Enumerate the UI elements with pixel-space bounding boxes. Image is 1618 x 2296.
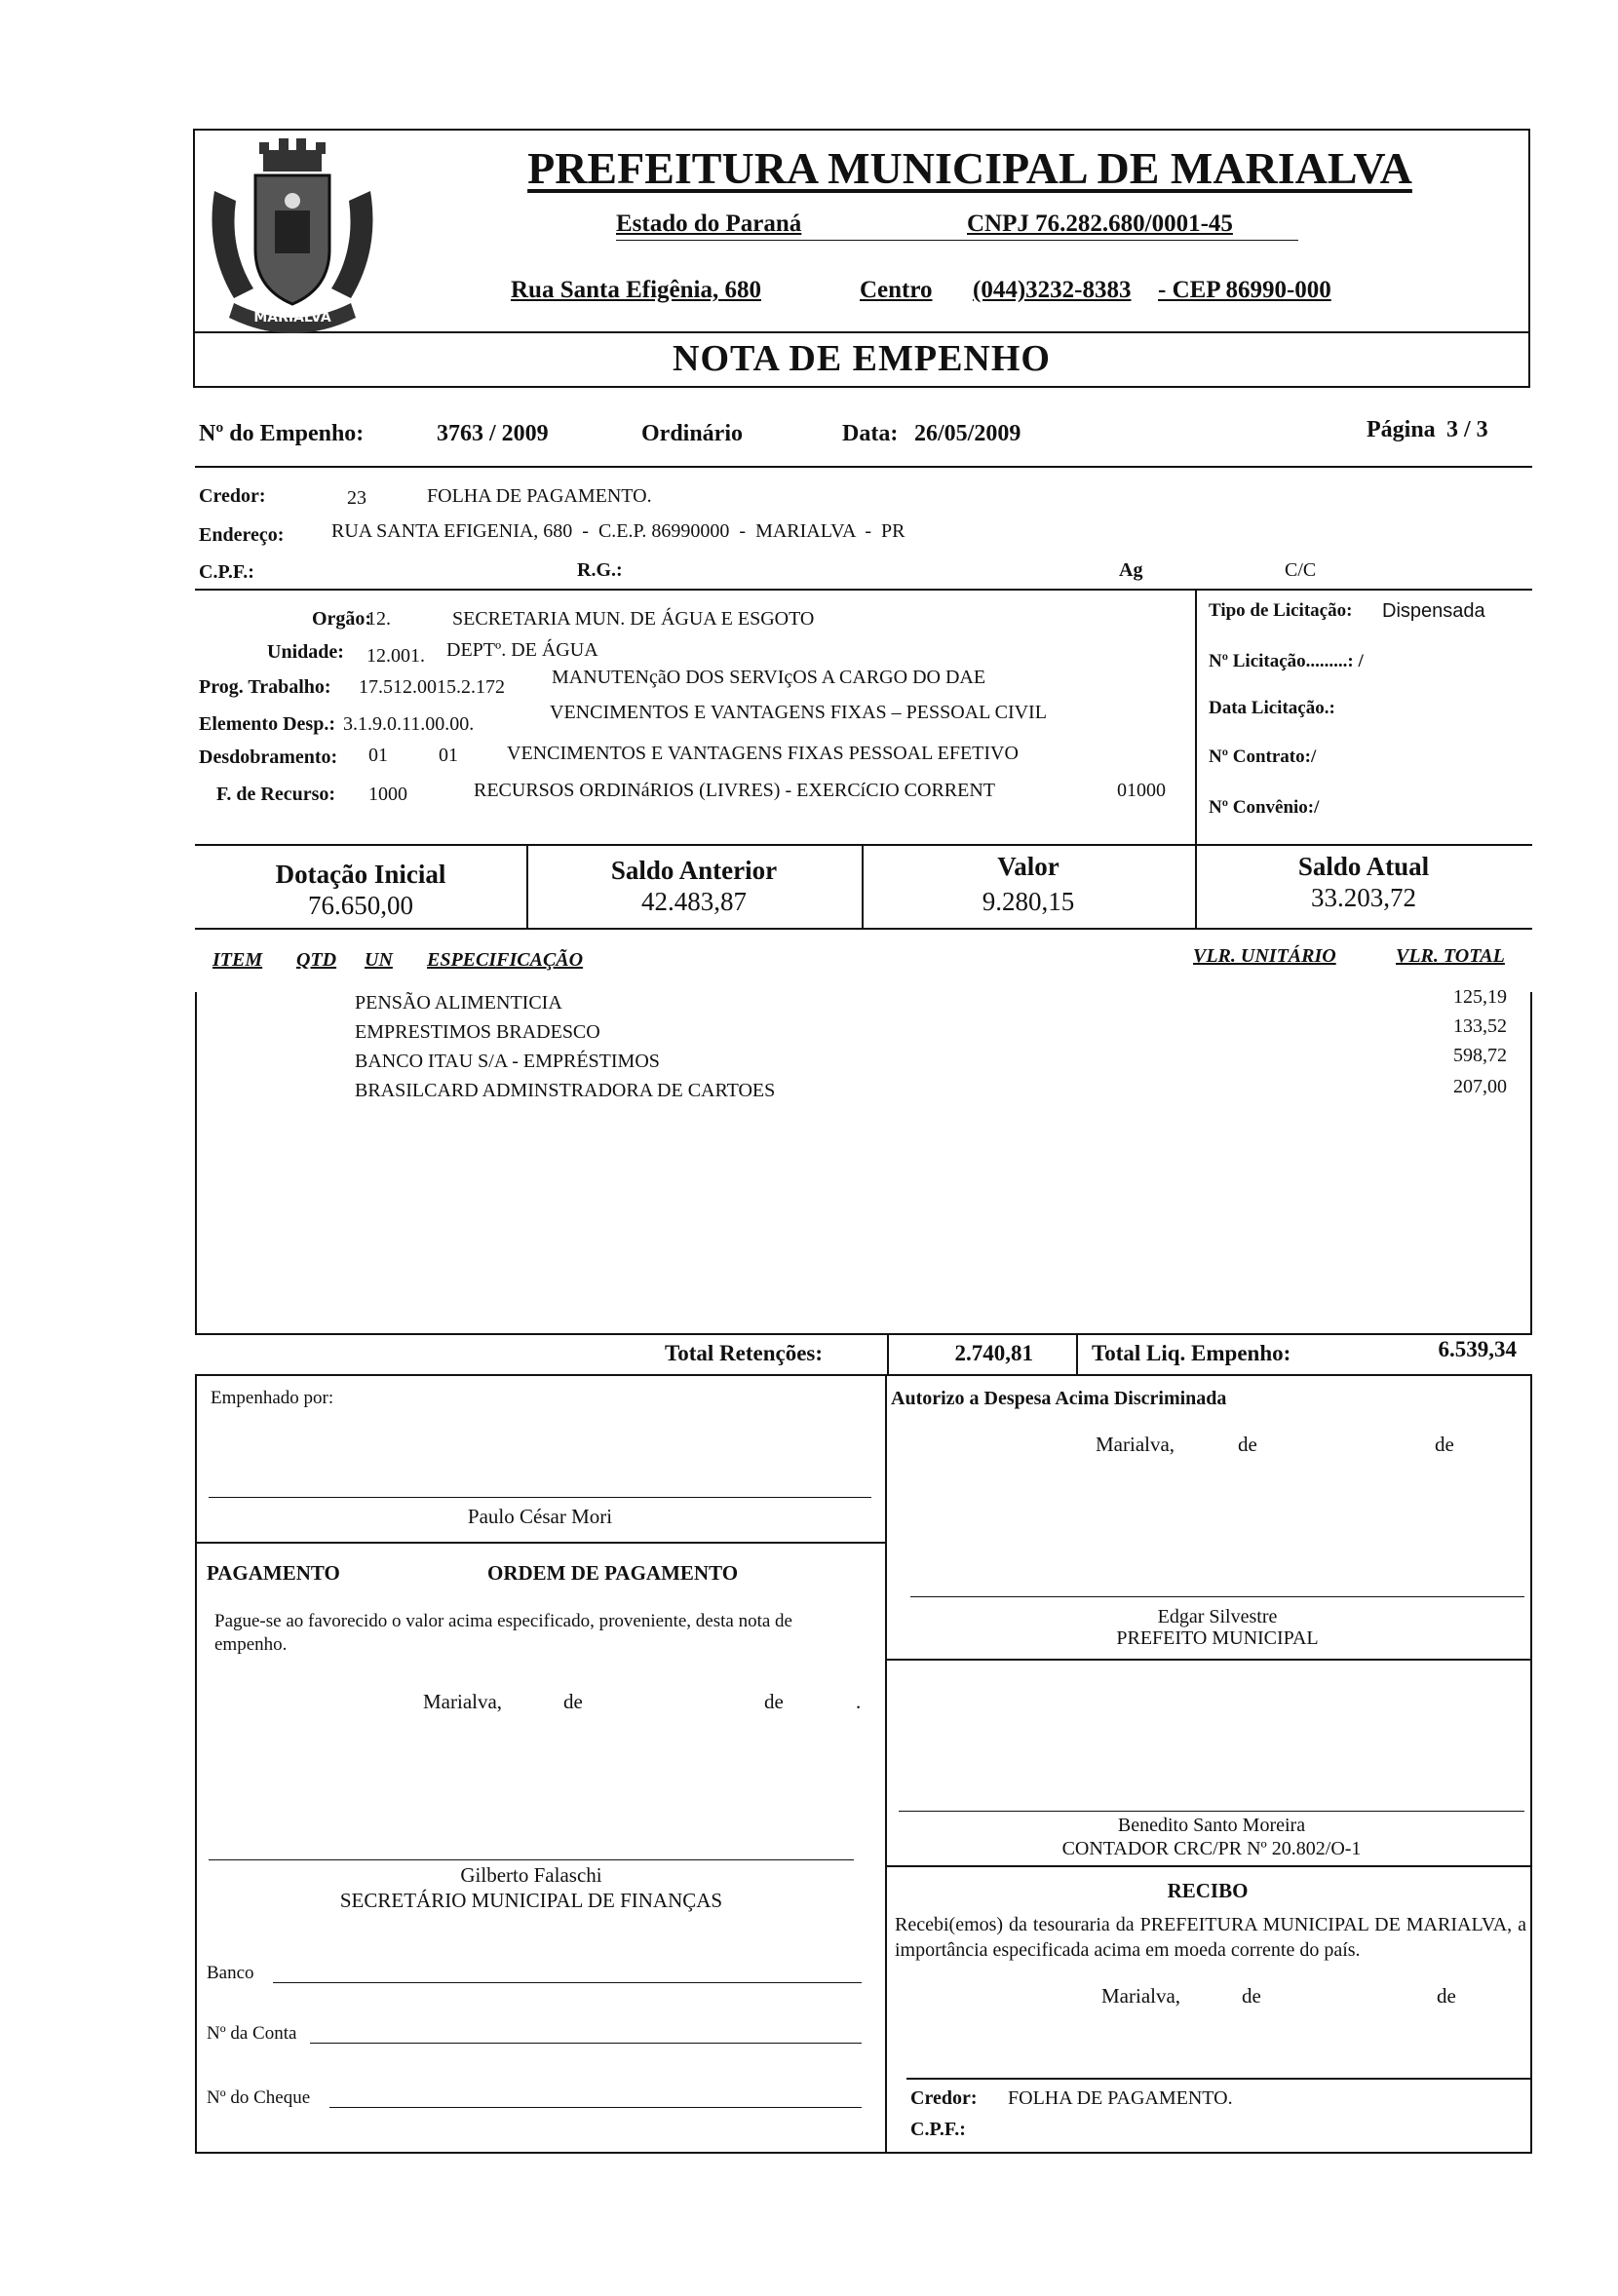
- licitacao-divider: [1195, 591, 1197, 844]
- credor-rule: [195, 589, 1532, 591]
- empenho-date-value: 26/05/2009: [914, 421, 1021, 446]
- totals-top-rule: [195, 1333, 1532, 1335]
- empenho-date-label: Data:: [842, 421, 899, 446]
- pagamento-rule: [195, 1542, 885, 1544]
- secretario-name: Gilberto Falaschi: [460, 1863, 602, 1887]
- recibo-credor-value: FOLHA DE PAGAMENTO.: [1008, 2087, 1233, 2109]
- desdobramento-label: Desdobramento:: [199, 746, 338, 768]
- pagamento-label: PAGAMENTO: [207, 1561, 340, 1585]
- items-right-border: [1530, 992, 1532, 1333]
- elemento-label: Elemento Desp.:: [199, 713, 335, 735]
- autorizo-de-1: de: [1238, 1433, 1257, 1456]
- header-divider: [193, 331, 1530, 333]
- secretario-title: SECRETÁRIO MUNICIPAL DE FINANÇAS: [339, 1889, 723, 1912]
- totals-divider-2: [1076, 1333, 1078, 1376]
- autorizo-text: Autorizo a Despesa Acima Discriminada: [891, 1388, 1227, 1409]
- prefeito-title: PREFEITO MUNICIPAL: [1116, 1627, 1319, 1649]
- autorizo-de-2: de: [1435, 1433, 1454, 1456]
- ordem-dot: .: [856, 1690, 862, 1713]
- saldo-anterior-value: 42.483,87: [641, 887, 747, 916]
- conta-field-line[interactable]: [310, 2043, 862, 2044]
- dotacao-value: 76.650,00: [308, 891, 413, 920]
- municipality-title: PREFEITURA MUNICIPAL DE MARIALVA: [527, 143, 1412, 193]
- total-retencoes-value: 2.740,81: [954, 1341, 1033, 1365]
- cnpj: CNPJ 76.282.680/0001-45: [967, 210, 1233, 237]
- unidade-desc: DEPTº. DE ÁGUA: [446, 639, 598, 661]
- page-label: Página: [1367, 417, 1436, 442]
- numero-convenio: Nº Convênio:/: [1209, 797, 1320, 818]
- ordem-de-2: de: [764, 1690, 784, 1713]
- empenho-rule: [195, 466, 1532, 468]
- credor-label: Credor:: [199, 485, 266, 507]
- desdobramento-code-1: 01: [368, 745, 388, 766]
- phone: (044)3232-8383: [973, 277, 1132, 303]
- address-value: RUA SANTA EFIGENIA, 680 - C.E.P. 86990000 - MARIALVA - PR: [331, 520, 905, 542]
- logo-ribbon-text: MARIALVA: [253, 310, 331, 325]
- desdobramento-desc: VENCIMENTOS E VANTAGENS FIXAS PESSOAL EFETIVO: [507, 743, 1019, 764]
- page-value: 3 / 3: [1446, 417, 1488, 442]
- orgao-desc: SECRETARIA MUN. DE ÁGUA E ESGOTO: [452, 608, 815, 630]
- cc-label: C/C: [1285, 559, 1317, 581]
- address-label: Endereço:: [199, 524, 285, 546]
- contador-title: CONTADOR CRC/PR Nº 20.802/O-1: [1061, 1838, 1362, 1859]
- items-left-border: [195, 992, 197, 1333]
- valor-value: 9.280,15: [982, 887, 1075, 916]
- tipo-licitacao-label: Tipo de Licitação:: [1209, 600, 1353, 621]
- empenho-number-value: 3763 / 2009: [437, 421, 549, 446]
- cheque-field-line[interactable]: [329, 2107, 862, 2108]
- recibo-place: Marialva,: [1101, 1984, 1181, 2008]
- prefeito-name: Edgar Silvestre: [1157, 1606, 1278, 1627]
- secretario-signature-line: [209, 1859, 854, 1860]
- dotacao-label: Dotação Inicial: [275, 860, 446, 889]
- bottom-left-border: [195, 1374, 197, 2154]
- tipo-licitacao-value: Dispensada: [1382, 600, 1485, 622]
- budget-rule: [195, 844, 1532, 846]
- bottom-right-border: [1530, 1374, 1532, 2154]
- contador-rule: [885, 1865, 1530, 1867]
- empenhado-signature-line: [209, 1497, 871, 1498]
- recibo-de-2: de: [1437, 1984, 1456, 2008]
- numero-contrato: Nº Contrato:/: [1209, 746, 1317, 767]
- saldo-atual-value: 33.203,72: [1311, 883, 1416, 912]
- contador-name: Benedito Santo Moreira: [1117, 1815, 1306, 1836]
- ordem-pagamento-text: Pague-se ao favorecido o valor acima especificado, proveniente, desta nota de empenho.: [214, 1611, 792, 1655]
- unidade-code: 12.001.: [366, 645, 425, 667]
- elemento-desc: VENCIMENTOS E VANTAGENS FIXAS – PESSOAL CIVIL: [550, 702, 1047, 723]
- empenhado-por-name: Paulo César Mori: [467, 1505, 613, 1528]
- prefeito-signature-line: [910, 1596, 1524, 1597]
- empenhado-por-label: Empenhado por:: [211, 1388, 334, 1408]
- credor-name: FOLHA DE PAGAMENTO.: [427, 485, 652, 507]
- prog-label: Prog. Trabalho:: [199, 676, 331, 698]
- item-desc: PENSÃO ALIMENTICIA: [355, 992, 562, 1014]
- prog-desc: MANUTENçãO DOS SERVIçOS A CARGO DO DAE: [552, 667, 986, 688]
- coat-of-arms-logo: [195, 133, 390, 341]
- total-retencoes-label: Total Retenções:: [665, 1341, 824, 1365]
- total-liquido-label: Total Liq. Empenho:: [1092, 1341, 1291, 1365]
- empenho-type: Ordinário: [641, 421, 744, 446]
- item-desc: BANCO ITAU S/A - EMPRÉSTIMOS: [355, 1051, 660, 1072]
- item-desc: BRASILCARD ADMINSTRADORA DE CARTOES: [355, 1080, 776, 1101]
- recibo-credor-label: Credor:: [910, 2087, 978, 2109]
- empenho-number-label: Nº do Empenho:: [199, 421, 365, 446]
- saldo-atual-label: Saldo Atual: [1297, 852, 1430, 881]
- orgao-label: Orgão:: [312, 608, 372, 630]
- item-total: 133,52: [1453, 1015, 1507, 1037]
- unidade-label: Unidade:: [267, 641, 344, 663]
- col-vlr-unitario: VLR. UNITÁRIO: [1193, 945, 1336, 967]
- contador-signature-line: [899, 1811, 1524, 1812]
- col-vlr-total: VLR. TOTAL: [1396, 945, 1505, 967]
- item-total: 207,00: [1453, 1076, 1507, 1097]
- state-underline: [616, 240, 1298, 241]
- recibo-text: Recebi(emos) da tesouraria da PREFEITURA MUNICIPAL DE MARIALVA, a importância especificada acima em moeda corrente do país.: [895, 1914, 1526, 1961]
- desdobramento-code-2: 01: [439, 745, 458, 766]
- document-title: NOTA DE EMPENHO: [673, 338, 1051, 379]
- item-total: 125,19: [1453, 986, 1507, 1008]
- rg-label: R.G.:: [577, 559, 623, 581]
- autorizo-place: Marialva,: [1096, 1433, 1175, 1456]
- bottom-center-divider: [885, 1374, 887, 2154]
- street-address: Rua Santa Efigênia, 680: [511, 277, 761, 303]
- saldo-rule: [195, 928, 1532, 930]
- prog-code: 17.512.0015.2.172: [359, 676, 505, 698]
- district: Centro: [860, 277, 933, 303]
- col-qtd: QTD: [296, 949, 337, 971]
- ordem-de-1: de: [563, 1690, 583, 1713]
- recibo-title: RECIBO: [1167, 1879, 1249, 1902]
- totals-bottom-rule: [195, 1374, 1532, 1376]
- numero-licitacao: Nº Licitação.........: /: [1209, 651, 1364, 671]
- bottom-rule: [195, 2152, 1532, 2154]
- recurso-label: F. de Recurso:: [216, 784, 336, 805]
- state-name: Estado do Paraná: [616, 210, 802, 237]
- recurso-extra-code: 01000: [1117, 780, 1166, 801]
- cheque-label: Nº do Cheque: [207, 2087, 311, 2108]
- orgao-code: 12.: [366, 608, 391, 630]
- recurso-code: 1000: [368, 784, 407, 805]
- col-item: ITEM: [212, 949, 263, 971]
- cep: - CEP 86990-000: [1158, 277, 1331, 303]
- ordem-place: Marialva,: [423, 1690, 503, 1713]
- banco-field-line[interactable]: [273, 1982, 862, 1983]
- banco-label: Banco: [207, 1963, 254, 1983]
- col-especificacao: ESPECIFICAÇÃO: [427, 949, 584, 971]
- col-un: UN: [365, 949, 393, 971]
- recibo-de-1: de: [1242, 1984, 1261, 2008]
- conta-label: Nº da Conta: [207, 2023, 297, 2044]
- recibo-signature-rule: [906, 2078, 1530, 2080]
- valor-label: Valor: [997, 852, 1059, 881]
- item-total: 598,72: [1453, 1045, 1507, 1066]
- recurso-desc: RECURSOS ORDINáRIOS (LIVRES) - EXERCíCIO CORRENT: [474, 780, 996, 801]
- item-desc: EMPRESTIMOS BRADESCO: [355, 1021, 600, 1043]
- recibo-cpf-label: C.P.F.:: [910, 2119, 966, 2140]
- total-liquido-value: 6.539,34: [1438, 1337, 1517, 1361]
- prefeito-rule: [885, 1659, 1530, 1661]
- ordem-pagamento-label: ORDEM DE PAGAMENTO: [487, 1561, 739, 1585]
- saldo-anterior-label: Saldo Anterior: [610, 856, 778, 885]
- elemento-code: 3.1.9.0.11.00.00.: [343, 713, 475, 735]
- cpf-label: C.P.F.:: [199, 561, 254, 583]
- ag-label: Ag: [1119, 559, 1143, 581]
- credor-code: 23: [347, 487, 366, 509]
- data-licitacao: Data Licitação.:: [1209, 698, 1335, 718]
